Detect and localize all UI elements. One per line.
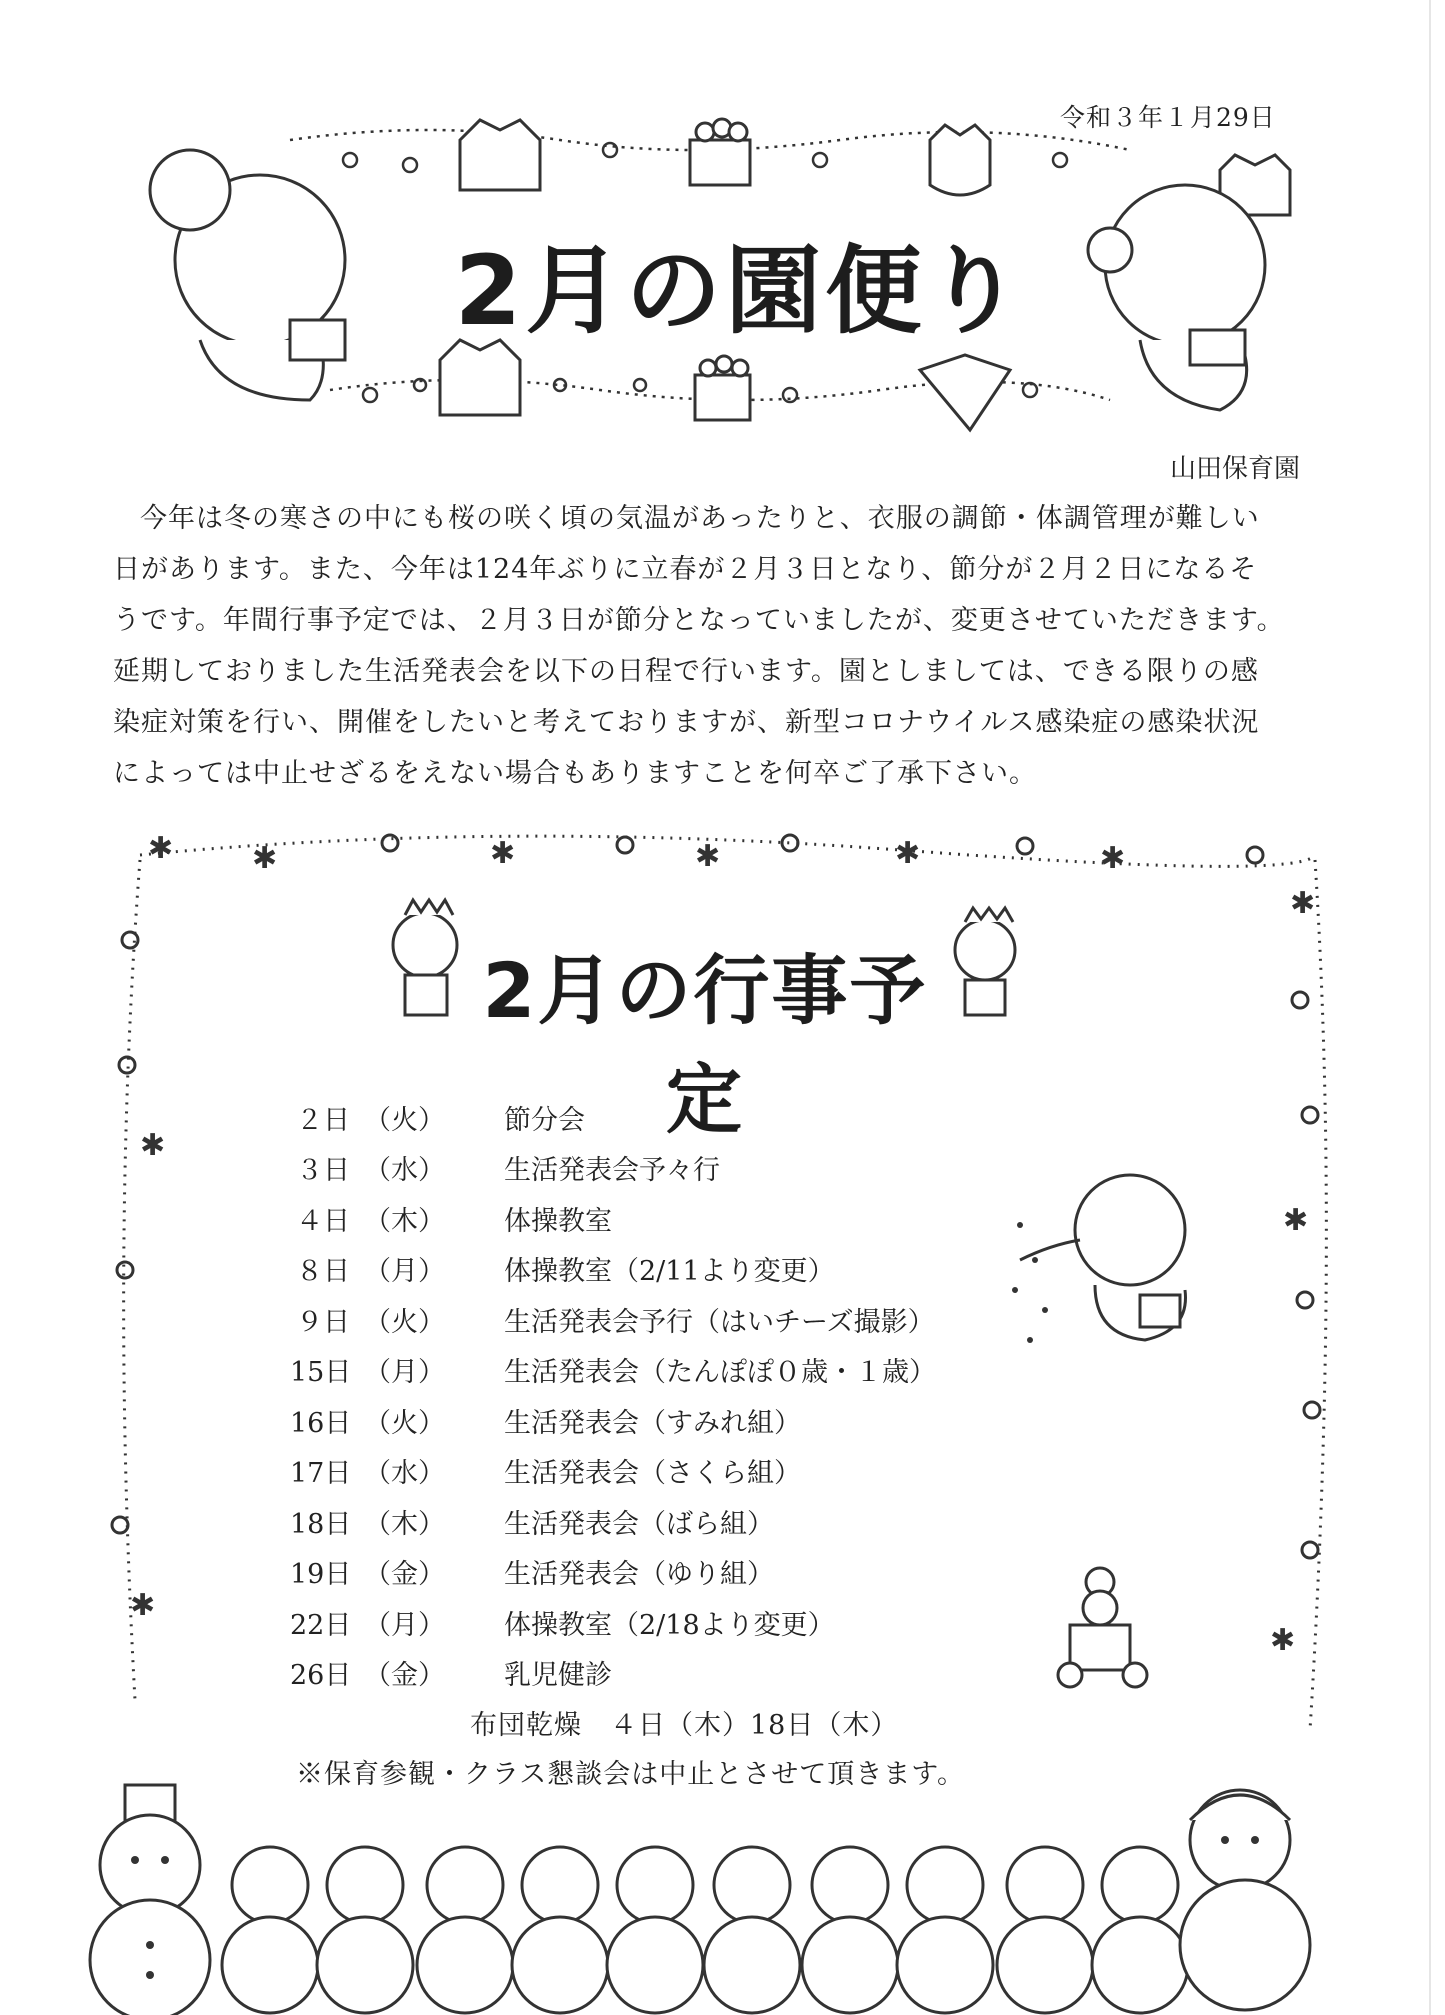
event-row [290, 1092, 936, 1143]
event-row [290, 1597, 936, 1648]
fortune-figure [1058, 1568, 1147, 1687]
intro-line: によっては中止せざるをえない場合もありますことを何卒ご了承下さい。 [113, 758, 1037, 789]
event-day: 18日 [290, 1508, 352, 1540]
event-day: 19日 [290, 1559, 352, 1591]
event-row [290, 1446, 936, 1497]
event-text: 生活発表会（ゆり組） [504, 1559, 774, 1591]
event-text: 体操教室（2/18より変更） [504, 1609, 835, 1641]
svg-text:✱: ✱ [148, 831, 174, 866]
svg-text:✱: ✱ [1290, 886, 1316, 921]
event-text: 生活発表会（すみれ組） [504, 1407, 801, 1439]
svg-text:✱: ✱ [140, 1128, 166, 1163]
event-text: 生活発表会（さくら組） [504, 1458, 801, 1490]
event-row [290, 1193, 936, 1244]
sender-name: 山田保育園 [1170, 454, 1301, 484]
event-text: 生活発表会予行（はいチーズ撮影） [504, 1306, 935, 1338]
issue-date: 令和３年１月29日 [1060, 103, 1276, 132]
event-day: ９日 [296, 1306, 350, 1338]
futon-drying-note: 布団乾燥 ４日（木）18日（木） [470, 1710, 899, 1741]
event-weekday: （火） [364, 1104, 445, 1136]
event-text: 体操教室 [504, 1205, 612, 1237]
bean-throwing-kid [1020, 1175, 1186, 1340]
event-day: 26日 [290, 1660, 352, 1692]
svg-text:✱: ✱ [695, 839, 721, 874]
svg-text:✱: ✱ [490, 836, 516, 871]
intro-paragraph [113, 493, 1323, 799]
event-text: 生活発表会（たんぽぽ０歳・１歳） [504, 1357, 936, 1389]
event-day: 16日 [290, 1407, 352, 1439]
snowman-row [90, 1785, 1310, 2015]
svg-text:✱: ✱ [895, 836, 921, 871]
page-title: 2月の園便り [454, 235, 1026, 347]
event-row [290, 1345, 936, 1396]
event-row [290, 1294, 936, 1345]
event-day: 22日 [290, 1609, 352, 1641]
event-day: 15日 [290, 1357, 352, 1389]
event-list [290, 1092, 936, 1698]
event-day: ２日 [296, 1104, 350, 1136]
event-weekday: （月） [364, 1609, 445, 1641]
event-row [290, 1496, 936, 1547]
event-weekday: （金） [364, 1559, 445, 1591]
event-day: ３日 [296, 1155, 350, 1187]
event-row [290, 1143, 936, 1194]
event-text: 乳児健診 [504, 1660, 612, 1692]
intro-line: うです。年間行事予定では、２月３日が節分となっていましたが、変更させていただきます。 [113, 605, 1285, 636]
event-weekday: （木） [364, 1205, 445, 1237]
event-weekday: （火） [364, 1306, 445, 1338]
event-day: ４日 [296, 1205, 350, 1237]
event-text: 体操教室（2/11より変更） [504, 1256, 835, 1288]
event-weekday: （水） [364, 1458, 445, 1490]
event-weekday: （月） [364, 1256, 445, 1288]
event-weekday: （水） [364, 1155, 445, 1187]
event-row [290, 1547, 936, 1598]
event-text: 節分会 [504, 1104, 585, 1136]
svg-text:✱: ✱ [252, 841, 278, 876]
intro-line: 日があります。また、今年は124年ぶりに立春が２月３日となり、節分が２月２日になるそ [113, 554, 1258, 585]
event-weekday: （木） [364, 1508, 445, 1540]
event-weekday: （月） [364, 1357, 445, 1389]
intro-line: 染症対策を行い、開催をしたいと考えておりますが、新型コロナウイルス感染症の感染状況 [113, 707, 1260, 738]
event-row [290, 1244, 936, 1295]
cancellation-note: ※保育参観・クラス懇談会は中止とさせて頂きます。 [296, 1759, 966, 1790]
svg-text:✱: ✱ [1270, 1623, 1296, 1658]
event-day: 17日 [290, 1458, 352, 1490]
event-text: 生活発表会（ばら組） [504, 1508, 774, 1540]
svg-text:✱: ✱ [1283, 1203, 1309, 1238]
event-row [290, 1648, 936, 1699]
schedule-title: 2月の行事予定 [482, 946, 928, 1144]
event-day: ８日 [296, 1256, 350, 1288]
intro-line: 延期しておりました生活発表会を以下の日程で行います。園としましては、できる限りの感 [113, 656, 1259, 687]
svg-text:✱: ✱ [1100, 841, 1126, 876]
event-weekday: （金） [364, 1660, 445, 1692]
event-text: 生活発表会予々行 [504, 1155, 720, 1187]
event-row [290, 1395, 936, 1446]
event-weekday: （火） [364, 1407, 445, 1439]
intro-line: 今年は冬の寒さの中にも桜の咲く頃の気温があったりと、衣服の調節・体調管理が難しい [140, 503, 1260, 534]
svg-text:✱: ✱ [130, 1588, 156, 1623]
